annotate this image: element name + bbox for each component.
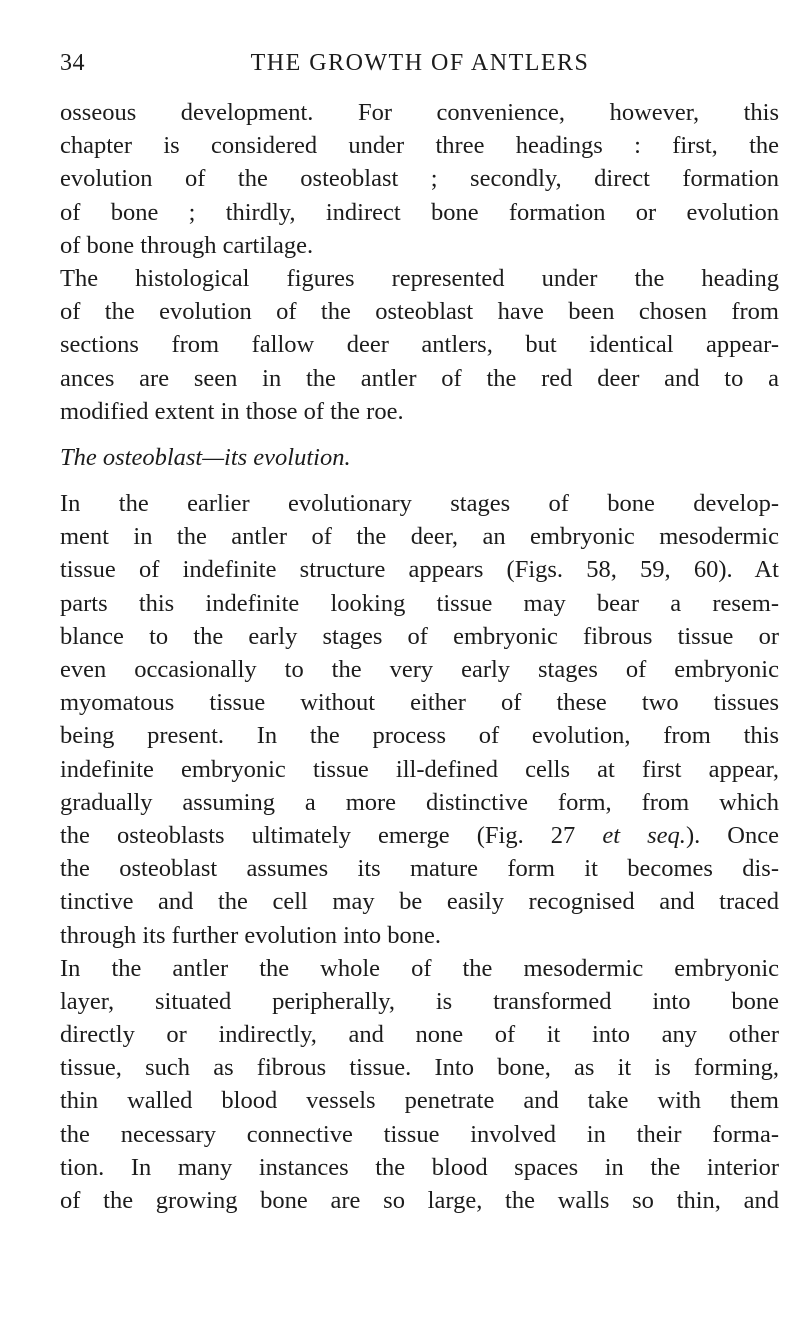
text-fragment: the osteoblasts ultimately emerge (Fig. 27 (60, 821, 603, 849)
text-line: gradually assuming a more distinctive form, from which (60, 788, 779, 816)
text-line: evolution of the osteoblast ; secondly, direct formation (60, 165, 779, 193)
text-line: blance to the early stages of embryonic fibrous tissue or (60, 622, 779, 650)
text-line: of the evolution of the osteoblast have been chosen from (60, 298, 779, 326)
text-line: sections from fallow deer antlers, but identical appear- (60, 331, 779, 359)
text-line: tinctive and the cell may be easily recognised and traced (60, 888, 779, 916)
paragraph (60, 487, 779, 952)
text-line: of bone ; thirdly, indirect bone formation or evolution (60, 198, 779, 226)
text-line: through its further evolution into bone. (60, 921, 442, 949)
text-line: the osteoblast assumes its mature form it becomes dis- (60, 855, 779, 883)
page-number: 34 (60, 50, 85, 76)
text-line: myomatous tissue without either of these two tissues (60, 689, 779, 717)
text-line: osseous development. For convenience, however, this (60, 99, 779, 126)
text-line: layer, situated peripherally, is transformed into bone (60, 987, 779, 1015)
text-line: The histological figures represented under the heading (60, 264, 779, 292)
text-line: modified extent in those of the roe. (60, 397, 404, 425)
text-line: In the earlier evolutionary stages of bone develop- (60, 490, 779, 518)
paragraph (60, 96, 779, 262)
text-line-figure-ref (60, 819, 779, 852)
text-line: directly or indirectly, and none of it into any other (60, 1021, 779, 1049)
text-line: the necessary connective tissue involved in their forma- (60, 1120, 779, 1148)
text-line: thin walled blood vessels penetrate and take with them (60, 1087, 779, 1115)
text-line: chapter is considered under three headings : first, the (60, 132, 779, 160)
text-line: tissue of indefinite structure appears (Figs. 58, 59, 60). At (60, 556, 779, 584)
text-line: indefinite embryonic tissue ill-defined cells at first appear, (60, 755, 779, 783)
paragraph (60, 952, 779, 1218)
text-line: being present. In the process of evolution, from this (60, 722, 779, 750)
text-line: parts this indefinite looking tissue may bear a resem- (60, 589, 779, 617)
text-fragment: ). Once (685, 821, 779, 849)
text-line: of the growing bone are so large, the walls so thin, and (60, 1187, 779, 1214)
text-line: ment in the antler of the deer, an embryonic mesodermic (60, 523, 779, 551)
text-line: tissue, such as fibrous tissue. Into bone, as it is forming, (60, 1054, 779, 1082)
text-line: even occasionally to the very early stages of embryonic (60, 656, 779, 683)
running-title: THE GROWTH OF ANTLERS (250, 50, 590, 76)
section-heading: The osteoblast—its evolution. (60, 443, 351, 471)
paragraph (60, 262, 779, 428)
text-line: ances are seen in the antler of the red deer and to a (60, 364, 779, 392)
body-text (60, 96, 779, 1217)
text-line: In the antler the whole of the mesodermic embryonic (60, 954, 779, 982)
page-header (60, 50, 780, 82)
text-line: tion. In many instances the blood spaces in the interior (60, 1153, 779, 1181)
text-line: of bone through cartilage. (60, 231, 314, 259)
italic-reference: et seq. (602, 821, 686, 849)
